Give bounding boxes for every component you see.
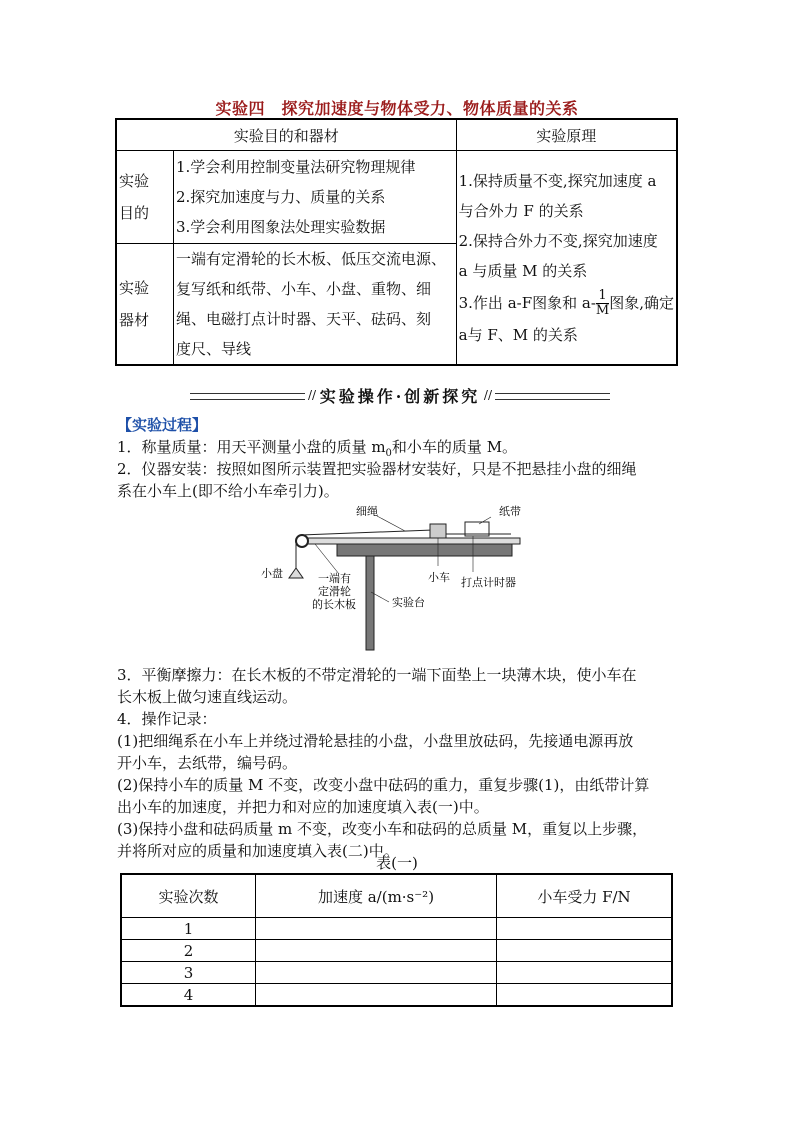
label-tape: 纸带 [499, 505, 521, 518]
slash-left: // [308, 388, 317, 402]
step-2: 2．仪器安装：按照如图所示装置把实验器材安装好，只是不把悬挂小盘的细绳 系在小车上(即不给小车牵引力)。 [117, 460, 637, 500]
step-4-3: (3)保持小盘和砝码质量 m 不变，改变小车和砝码的总质量 M，重复以上步骤， 并将所对应的质量和加速度填入表(二)中。 [117, 820, 648, 860]
apparatus-figure [255, 502, 535, 652]
cart-icon [430, 524, 446, 538]
slash-right: // [483, 388, 492, 402]
lab-table-leg [366, 556, 374, 650]
rope-line [301, 530, 433, 535]
label-table: 实验台 [392, 596, 425, 609]
col-acceleration: 加速度 a/(m·s⁻²) [256, 874, 497, 918]
label-equipment: 实验 器材 [116, 244, 174, 366]
section-header: // 实验操作·创新探究 // [190, 384, 610, 406]
page-title: 实验四 探究加速度与物体受力、物体质量的关系 [215, 99, 579, 118]
label-board-3: 的长木板 [312, 598, 356, 611]
table-caption: 表(一) [376, 854, 418, 872]
step-4: 4．操作记录： [117, 710, 217, 728]
equipment-list: 一端有定滑轮的长木板、低压交流电源、 复写纸和纸带、小车、小盘、重物、细 绳、电磁打点计时器、天平、砝码、刻 度尺、导线 [174, 244, 457, 366]
pulley-icon [296, 535, 308, 547]
table-row: 4 [121, 984, 672, 1007]
step-1: 1．称量质量：用天平测量小盘的质量 $m_0$和小车的质量 M。 [117, 438, 518, 459]
principle-3: 3.作出 a-F图象和 a- $\frac{1}{M}$ 图象,确定 [458, 288, 674, 318]
label-cart: 小车 [428, 571, 450, 584]
purpose-table [115, 118, 678, 366]
label-timer: 打点计时器 [461, 576, 516, 589]
label-pan: 小盘 [261, 567, 283, 580]
long-board [302, 538, 520, 544]
table-row: 1 [121, 918, 672, 940]
purpose-items: 1.学会利用控制变量法研究物理规律 2.探究加速度与力、质量的关系 3.学会利用图象法处理实验数据 [174, 151, 457, 244]
label-purpose: 实验 目的 [116, 151, 174, 244]
label-rope: 细绳 [356, 505, 378, 518]
col-trial: 实验次数 [121, 874, 256, 918]
label-board-2: 定滑轮 [318, 585, 351, 598]
label-board-1: 一端有 [318, 572, 351, 585]
record-table [120, 873, 673, 1007]
step-4-2: (2)保持小车的质量 M 不变，改变小盘中砝码的重力，重复步骤(1)，由纸带计算 出小车的加速度，并把力和对应的加速度填入表(一)中。 [117, 776, 650, 816]
step-3: 3．平衡摩擦力：在长木板的不带定滑轮的一端下面垫上一块薄木块，使小车在 长木板上做匀速直线运动。 [117, 666, 637, 706]
step-4-1: (1)把细绳系在小车上并绕过滑轮悬挂的小盘，小盘里放砝码，先接通电源再放 开小车，去纸带，编号码。 [117, 732, 634, 772]
principle-cell: 1.保持质量不变,探究加速度 a 与合外力 F 的关系 2.保持合外力不变,探究加速度 a 与质量 M 的关系 3.作出 a-F图象和 a- $\frac{1}{M}$ 图象,确定 a与 F、M 的关系 [456, 151, 677, 366]
header-purpose: 实验目的和器材 [116, 119, 456, 151]
process-heading: 【实验过程】 [117, 416, 208, 434]
pan-icon [289, 568, 303, 578]
table-row: 2 [121, 940, 672, 962]
table-row: 3 [121, 962, 672, 984]
header-principle: 实验原理 [456, 119, 677, 151]
fraction: $\frac{1}{M}$ [595, 288, 610, 318]
col-force: 小车受力 F/N [497, 874, 673, 918]
lab-table-top [337, 544, 512, 556]
divider-right [495, 393, 610, 400]
